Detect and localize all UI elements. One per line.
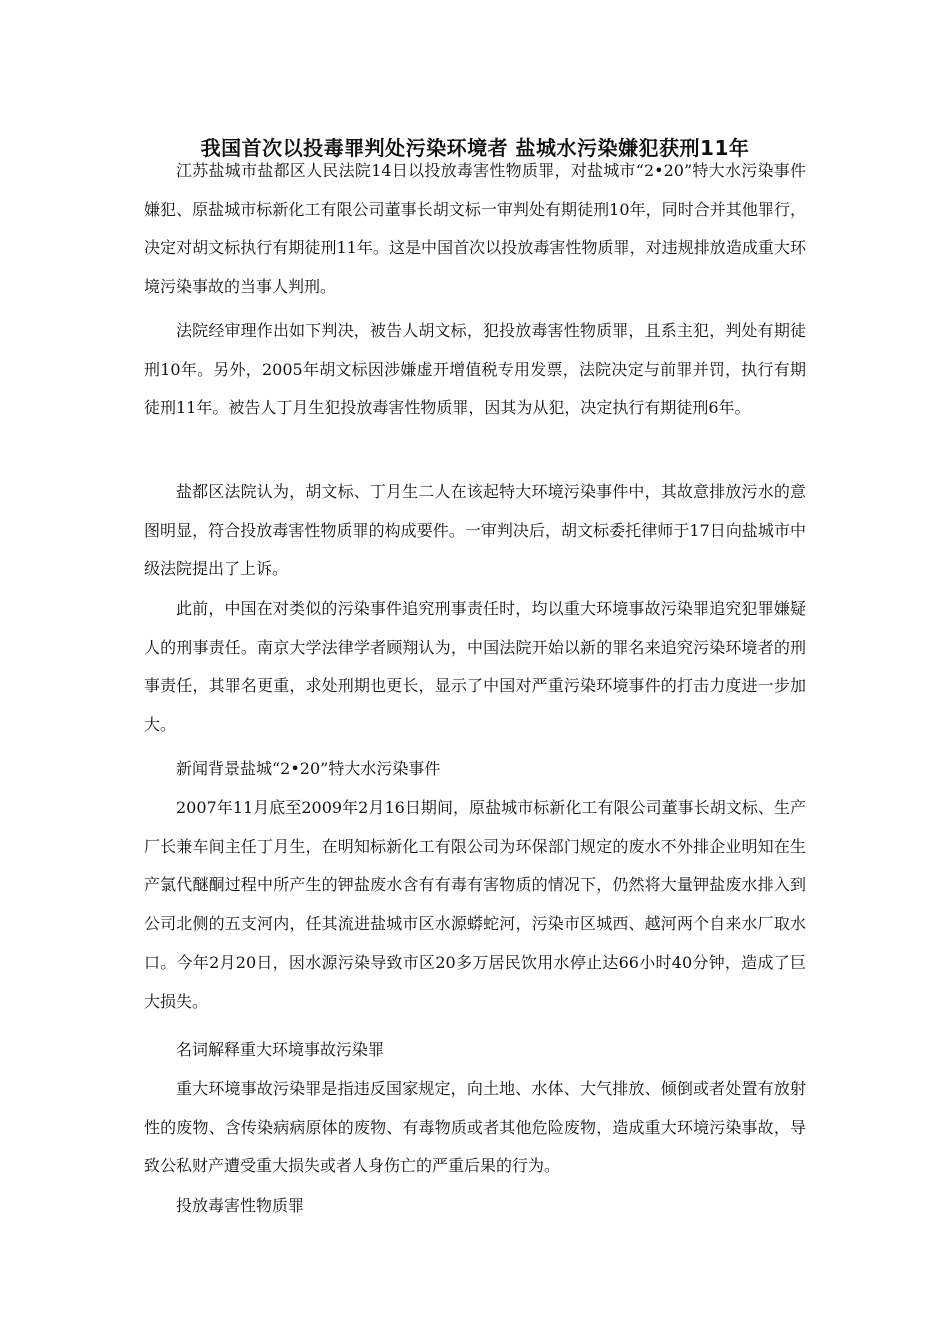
section-heading-background: 新闻背景盐城“2•20”特大水污染事件 (176, 759, 441, 778)
section-heading-glossary: 名词解释重大环境事故污染罪 (176, 1040, 385, 1059)
document-title: 我国首次以投毒罪判处污染环境者 盐城水污染嫌犯获刑11年 (200, 136, 750, 161)
section-heading-poisoning: 投放毒害性物质罪 (176, 1196, 305, 1215)
paragraph-6: 重大环境事故污染罪是指违反国家规定，向土地、水体、大气排放、倾倒或者处置有放射性的废物、含传染病病原体的废物、有毒物质或者其他危险废物，造成重大环境污染事故，导致公私财产遭受重大损失或者人身伤亡的严重后果的行为。 (144, 1079, 806, 1176)
paragraph-1: 江苏盐城市盐都区人民法院14日以投放毒害性物质罪，对盐城市“2•20”特大水污染事件嫌犯、原盐城市标新化工有限公司董事长胡文标一审判处有期徒刑10年，同时合并其他罪行，决定对胡文标执行有期徒刑11年。这是中国首次以投放毒害性物质罪，对违规排放造成重大环境污染事故的当事人判刑。 (144, 161, 806, 297)
paragraph-5: 2007年11月底至2009年2月16日期间，原盐城市标新化工有限公司董事长胡文标、生产厂长兼车间主任丁月生，在明知标新化工有限公司为环保部门规定的废水不外排企业明知在生产氯代醚酮过程中所产生的钾盐废水含有有毒有害物质的情况下，仍然将大量钾盐废水排入到公司北侧的五支河内，任其流进盐城市区水源蟒蛇河，污染市区城西、越河两个自来水厂取水口。今年2月20日，因水源污染导致市区20多万居民饮用水停止达66小时40分钟，造成了巨大损失。 (144, 798, 806, 1011)
paragraph-3: 盐都区法院认为，胡文标、丁月生二人在该起特大环境污染事件中，其故意排放污水的意图明显，符合投放毒害性物质罪的构成要件。一审判决后，胡文标委托律师于17日向盐城市中级法院提出了上诉。 (144, 482, 806, 579)
paragraph-2: 法院经审理作出如下判决，被告人胡文标，犯投放毒害性物质罪，且系主犯，判处有期徒刑10年。另外，2005年胡文标因涉嫌虚开增值税专用发票，法院决定与前罪并罚，执行有期徒刑11年。被告人丁月生犯投放毒害性物质罪，因其为从犯，决定执行有期徒刑6年。 (144, 321, 806, 418)
paragraph-4: 此前，中国在对类似的污染事件追究刑事责任时，均以重大环境事故污染罪追究犯罪嫌疑人的刑事责任。南京大学法律学者顾翔认为，中国法院开始以新的罪名来追究污染环境者的刑事责任，其罪名更重，求处刑期也更长，显示了中国对严重污染环境事件的打击力度进一步加大。 (144, 599, 806, 735)
